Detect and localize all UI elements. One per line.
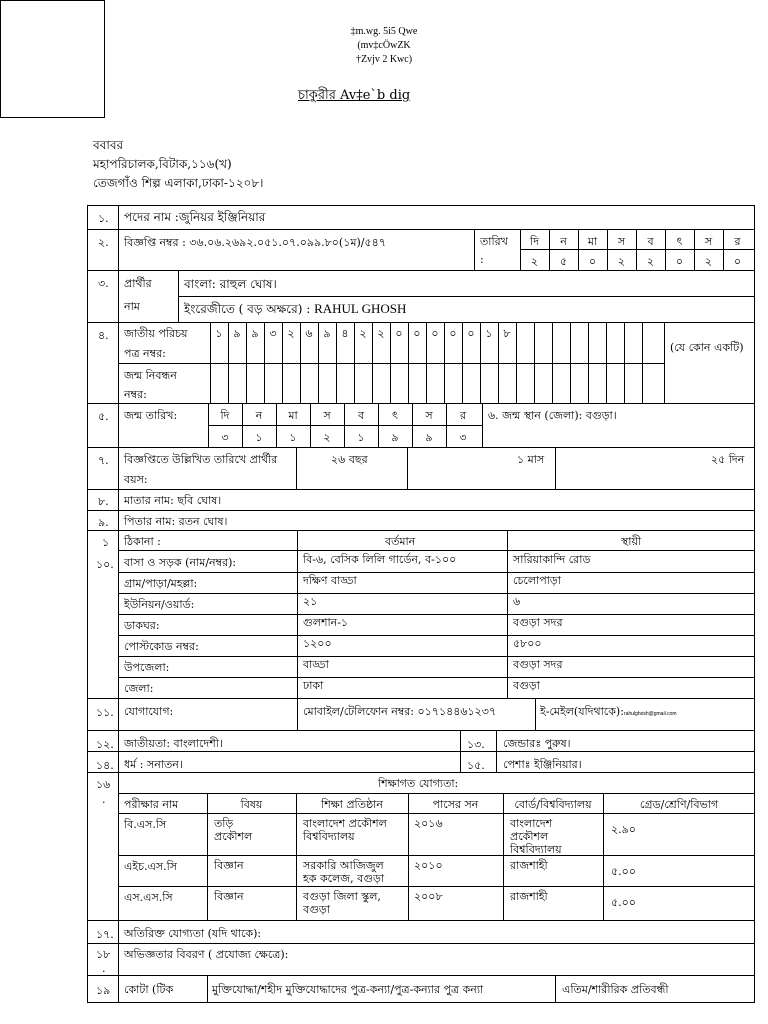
- address-row-label: গ্রাম/পাড়া/মহল্লা:: [124, 577, 198, 590]
- age-label: বিজ্ঞপ্তিতে উল্লিখিত তারিখে প্রার্থীর: [124, 453, 278, 466]
- photo-line-2: (mv‡cÖwZK: [357, 40, 411, 51]
- age-months: ১ মাস: [517, 453, 545, 466]
- education-institution: সরকারি আজিজুল: [303, 859, 384, 872]
- name-english: ইংরেজীতে ( বড় অক্ষরে) : RAHUL GHOSH: [184, 301, 407, 316]
- nid-digit-cell: ০: [431, 327, 439, 340]
- contact-label: যোগাযোগ:: [124, 705, 174, 718]
- education-institution: হক কলেজ, বগুড়া: [303, 872, 385, 885]
- address-permanent-value: বগুড়া: [513, 679, 540, 692]
- address-head-permanent: স্থায়ী: [621, 535, 642, 548]
- education-head: শিক্ষা প্রতিষ্ঠান: [321, 798, 383, 811]
- nid-digit-cell: ১: [485, 327, 493, 340]
- row-number: ১৩.: [467, 738, 485, 751]
- nid-digit-cell: ২: [377, 327, 385, 340]
- row-number-dot: .: [102, 793, 106, 806]
- address-permanent-value: সারিয়াকান্দি রোড: [513, 553, 591, 566]
- birthplace: ৬. জন্ম স্থান (জেলা): বগুড়া।: [488, 409, 617, 422]
- address-present-value: ২১: [303, 595, 318, 608]
- row-number: ১১.: [96, 706, 114, 719]
- education-subject: বিজ্ঞান: [214, 890, 244, 903]
- row-number: ১২.: [96, 738, 114, 751]
- photo-line-1: ‡m.wg. 5i5 Qwe: [350, 26, 418, 37]
- row-number: ৪.: [98, 329, 109, 342]
- dob-head-cell: দি: [220, 409, 230, 422]
- date-value-cell: ২: [530, 255, 539, 268]
- dob-value-cell: ৯: [391, 431, 399, 444]
- nid-label: পত্র নম্বর:: [124, 347, 166, 360]
- quota-orphan: এতিম/শারীরিক প্রতিবন্ধী: [562, 983, 669, 996]
- row-number: ১৬: [96, 778, 111, 791]
- education-board: রাজশাহী: [510, 859, 548, 872]
- nid-digit-cell: ৮: [503, 327, 511, 340]
- nid-digit-cell: ৯: [251, 327, 259, 340]
- education-grade: ২.৯০: [611, 823, 636, 836]
- nid-digit-cell: ৯: [323, 327, 331, 340]
- occupation: পেশাঃ ইঞ্জিনিয়ার।: [503, 758, 582, 771]
- nid-digit-cell: ০: [449, 327, 457, 340]
- dob-value-cell: ৩: [459, 431, 467, 444]
- dob-head-cell: র: [459, 409, 467, 422]
- education-head: পাসের সন: [432, 798, 479, 811]
- education-head: বিষয়: [240, 798, 263, 811]
- education-grade: ৫.০০: [611, 865, 636, 878]
- row-number: ২.: [98, 236, 109, 249]
- education-institution: বগুড়া: [303, 903, 330, 916]
- quota-freedom-fighter: মুক্তিযোদ্ধা/শহীদ মুক্তিযোদ্ধাদের পুত্র-কন্যা/পুত্র-কন্যার পুত্র কন্যা: [212, 983, 484, 996]
- date-head-cell: স: [617, 235, 626, 248]
- address-present-value: ঢাকা: [303, 679, 324, 692]
- date-value-cell: ২: [617, 255, 626, 268]
- nid-label: জাতীয় পরিচয়: [124, 327, 188, 340]
- name-bangla: বাংলা: রাহুল ঘোষ।: [184, 277, 277, 291]
- nid-digit-cell: ৬: [305, 327, 313, 340]
- row-number: ১৯: [96, 984, 111, 997]
- address-permanent-value: ৫৮০০: [513, 637, 542, 650]
- row-number: ৯.: [98, 516, 109, 529]
- address-row-label: ডাকঘর:: [124, 619, 160, 632]
- row-number-dot: .: [102, 962, 106, 975]
- education-exam: বি.এস.সি: [124, 818, 167, 831]
- address-present-value: বি-৬, বেসিক লিলি গার্ডেন, ব-১০০: [303, 553, 457, 566]
- date-head-cell: র: [734, 235, 741, 248]
- date-head-cell: দি: [530, 235, 539, 248]
- dob-value-cell: ১: [255, 431, 263, 444]
- age-days: ২৫ দিন: [711, 453, 745, 466]
- education-subject: বিজ্ঞান: [214, 859, 244, 872]
- nid-digit-cell: ২: [287, 327, 295, 340]
- row-number: ১৫.: [467, 759, 485, 772]
- date-head-cell: স: [704, 235, 713, 248]
- date-value-cell: ০: [733, 255, 742, 268]
- father-name: পিতার নাম: রতন ঘোষ।: [124, 515, 228, 528]
- address-head-present: বর্তমান: [385, 535, 416, 548]
- address-line-3: তেজগাঁও শিল্প এলাকা,ঢাকা-১২০৮।: [93, 176, 264, 190]
- experience: অভিজ্ঞতার বিবরণ ( প্রযোজ্য ক্ষেত্রে):: [124, 948, 289, 961]
- address-permanent-value: ৬: [513, 595, 521, 608]
- education-board: প্রকৌশল: [510, 830, 549, 843]
- row-number: ১৮: [96, 948, 111, 961]
- education-board: বিশ্ববিদ্যালয়: [510, 843, 562, 856]
- address-row-label: জেলা:: [124, 682, 154, 695]
- dob-head-cell: স: [323, 409, 331, 422]
- address-head: ঠিকানা :: [124, 535, 161, 548]
- form-title: চাকুরীর Av‡e`b dig: [298, 88, 411, 103]
- education-head: গ্রেড/শ্রেণি/বিভাগ: [639, 798, 719, 811]
- nid-digit-cell: ০: [395, 327, 403, 340]
- address-row-label: ইউনিয়ন/ওয়ার্ড:: [124, 598, 195, 611]
- email-field: ই-মেইল(যদিথাকে):rahulghosh@gmail.com: [540, 705, 677, 718]
- education-title: শিক্ষাগত যোগ্যতা:: [378, 777, 459, 790]
- address-permanent-value: বগুড়া সদর: [513, 616, 563, 629]
- education-head: পরীক্ষার নাম: [124, 798, 179, 811]
- education-year: ২০১০: [414, 859, 443, 872]
- dob-value-cell: ৯: [425, 431, 433, 444]
- nationality: জাতীয়তা: বাংলাদেশী।: [124, 737, 223, 750]
- advert-number: বিজ্ঞপ্তি নম্বর : ৩৬.০৬.২৬৯২.০৫১.০৭.০৯৯.৮০(১ম)/৫৪৭: [124, 236, 386, 249]
- date-value-cell: ২: [646, 255, 655, 268]
- row-number: ৩.: [98, 277, 109, 290]
- phone-number: মোবাইল/টেলিফোন নম্বর: ০১৭১৪৪৬১২৩৭: [303, 705, 497, 718]
- nid-digit-cell: ৯: [233, 327, 241, 340]
- education-year: ২০১৬: [414, 817, 443, 830]
- address-present-value: গুলশান-১: [303, 616, 349, 629]
- row-number: ১০.: [96, 558, 114, 571]
- applicant-label: নাম: [124, 300, 140, 313]
- date-head-cell: ব: [647, 235, 654, 248]
- nid-digit-cell: ০: [413, 327, 421, 340]
- dob-head-cell: ৎ: [392, 409, 398, 422]
- nid-digit-cell: ৩: [269, 327, 277, 340]
- address-permanent-value: চেলোপাড়া: [513, 574, 561, 587]
- dob-head-cell: মা: [288, 409, 298, 422]
- education-year: ২০০৮: [414, 890, 443, 903]
- education-exam: এইচ.এস.সি: [124, 860, 178, 873]
- address-present-value: বাড্ডা: [303, 658, 329, 671]
- address-permanent-value: বগুড়া সদর: [513, 658, 563, 671]
- dob-head-cell: ব: [357, 409, 365, 422]
- dob-value-cell: ১: [357, 431, 365, 444]
- birth-reg-label: জন্ম নিবন্ধন: [124, 369, 177, 382]
- dob-value-cell: ২: [323, 431, 331, 444]
- mother-name: মাতার নাম: ছবি ঘোষ।: [124, 494, 222, 507]
- post-name: পদের নাম :জুনিয়র ইঞ্জিনিয়ার: [124, 210, 266, 224]
- age-label: বয়স:: [124, 473, 148, 486]
- gender: জেন্ডারঃ পুরুষ।: [503, 737, 571, 750]
- row-number: ১৪.: [96, 759, 114, 772]
- row-number: ১৭.: [96, 928, 114, 941]
- dob-head-cell: ন: [255, 409, 263, 422]
- quota-label: কোটা (টিক: [124, 983, 174, 996]
- dob-label: জন্ম তারিখ:: [124, 409, 178, 422]
- date-head-cell: ন: [560, 235, 567, 248]
- address-line-2: মহাপরিচালক,বিটাক,১১৬(খ): [93, 157, 232, 171]
- education-institution: বগুড়া জিলা স্কুল,: [303, 890, 381, 903]
- row-number: ৫.: [98, 410, 109, 423]
- dob-head-cell: স: [425, 409, 433, 422]
- date-value-cell: ০: [588, 255, 597, 268]
- education-exam: এস.এস.সি: [124, 891, 173, 904]
- address-present-value: দক্ষিণ বাড্ডা: [303, 574, 357, 587]
- address-present-value: ১২০০: [303, 637, 332, 650]
- extra-qualification: অতিরিক্ত যোগ্যতা (যদি থাকে):: [124, 927, 262, 940]
- age-years: ২৬ বছর: [331, 453, 368, 466]
- either-one-note: (যে কোন একটি): [670, 341, 744, 354]
- date-label: তারিখ: [480, 235, 508, 248]
- address-row-label: বাসা ও সড়ক (নাম/নম্বর):: [124, 556, 237, 569]
- nid-digit-cell: ১: [215, 327, 223, 340]
- birth-reg-label: নম্বর:: [124, 388, 147, 401]
- dob-value-cell: ১: [289, 431, 297, 444]
- photo-line-3: †Zvjv 2 Kwc): [355, 54, 413, 65]
- education-subject: প্রকৌশল: [214, 830, 253, 843]
- education-grade: ৫.০০: [611, 896, 636, 909]
- date-head-cell: মা: [587, 235, 598, 248]
- date-value-cell: ২: [704, 255, 713, 268]
- applicant-label: প্রার্থীর: [124, 277, 152, 290]
- dob-value-cell: ৩: [221, 431, 229, 444]
- education-board: বাংলাদেশ: [510, 817, 553, 830]
- education-subject: তড়ি: [214, 817, 234, 830]
- date-value-cell: ০: [675, 255, 684, 268]
- date-head-cell: ৎ: [676, 235, 683, 248]
- date-value-cell: ৫: [559, 255, 568, 268]
- address-line-1: ববাবর: [93, 138, 124, 152]
- address-row-label: উপজেলা:: [124, 661, 170, 674]
- date-colon: :: [480, 253, 484, 266]
- nid-digit-cell: ৪: [341, 327, 349, 340]
- row-number: ১: [102, 536, 110, 549]
- address-row-label: পোস্টকোড নম্বর:: [124, 640, 199, 653]
- education-head: বোর্ড/বিশ্ববিদ্যালয়: [514, 798, 592, 811]
- education-institution: বিশ্ববিদ্যালয়: [303, 830, 355, 843]
- education-institution: বাংলাদেশ প্রকৌশল: [303, 817, 387, 830]
- nid-digit-cell: ২: [359, 327, 367, 340]
- education-board: রাজশাহী: [510, 890, 548, 903]
- row-number: ৮.: [98, 495, 109, 508]
- row-number: ৭.: [98, 454, 109, 467]
- religion: ধর্ম : সনাতন।: [124, 758, 183, 771]
- nid-digit-cell: ০: [467, 327, 475, 340]
- row-number: ১.: [98, 212, 109, 225]
